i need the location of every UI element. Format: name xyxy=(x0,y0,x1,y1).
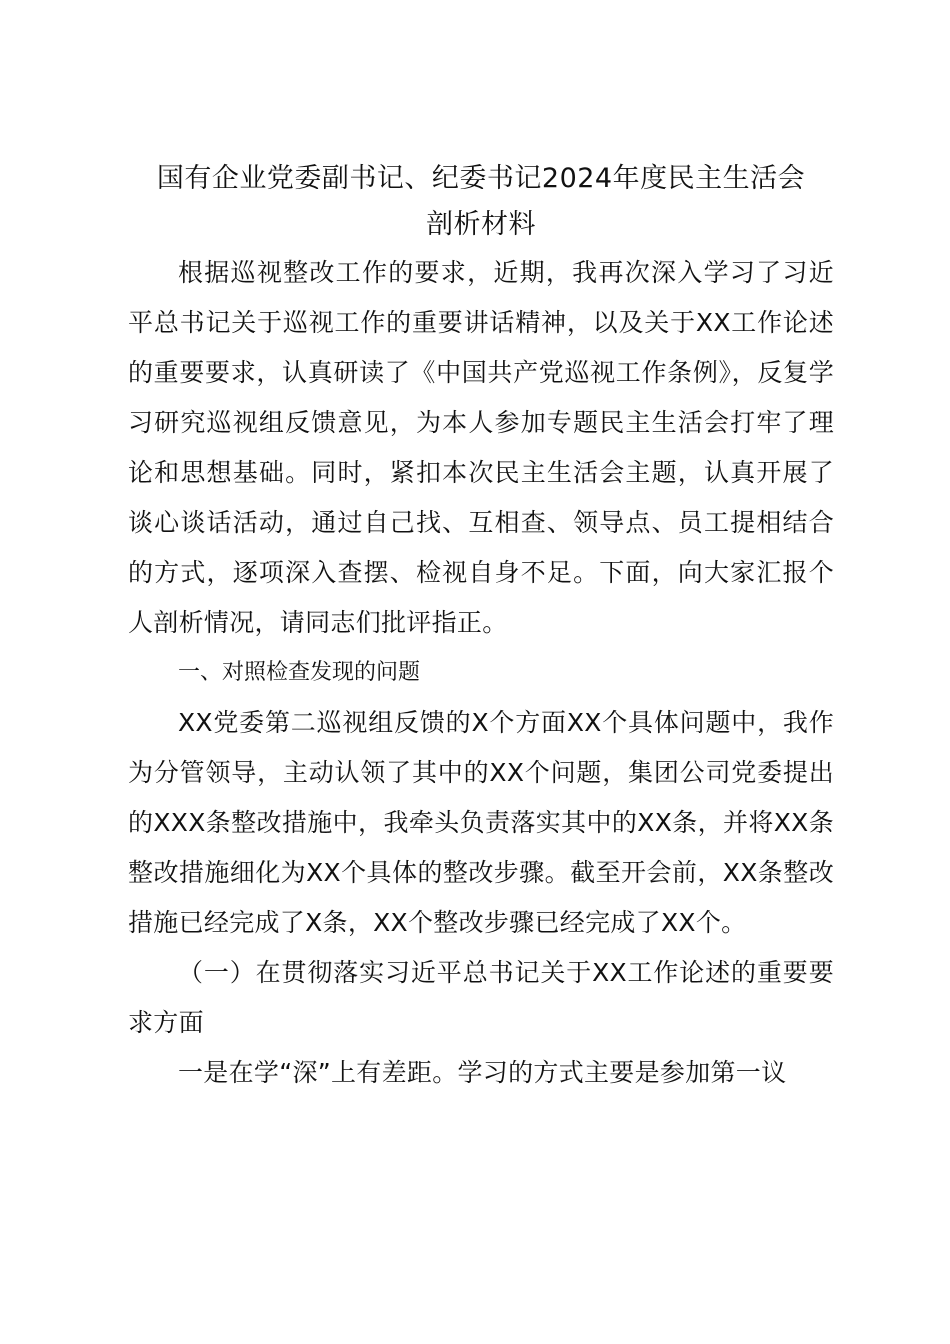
document-body xyxy=(128,156,834,1098)
document-title xyxy=(108,156,854,248)
intro-paragraph: 根据巡视整改工作的要求，近期，我再次深入学习了习近平总书记关于巡视工作的重要讲话精神，以及关于XX工作论述的重要要求，认真研读了《中国共产党巡视工作条例》，反复学习研究巡视组反馈意见，为本人参加专题民主生活会打牢了理论和思想基础。同时，紧扣本次民主生活会主题，认真开展了谈心谈话活动，通过自己找、互相查、领导点、员工提相结合的方式，逐项深入查摆、检视自身不足。下面，向大家汇报个人剖析情况，请同志们批评指正。 xyxy=(128,258,834,637)
section-heading: 一、对照检查发现的问题 xyxy=(178,660,421,685)
title-line-1: 国有企业党委副书记、纪委书记2024年度民主生活会 xyxy=(156,163,806,194)
title-line-2: 剖析材料 xyxy=(426,209,536,240)
point-one-paragraph: 一是在学“深”上有差距。学习的方式主要是参加第一议 xyxy=(178,1058,787,1087)
feedback-paragraph: XX党委第二巡视组反馈的X个方面XX个具体问题中，我作为分管领导，主动认领了其中的XX个问题，集团公司党委提出的XXX条整改措施中，我牵头负责落实其中的XX条，并将XX条整改措施细化为XX个具体的整改步骤。截至开会前，XX条整改措施已经完成了X条，XX个整改步骤已经完成了XX个。 xyxy=(128,708,834,937)
subsection-heading: （一）在贯彻落实习近平总书记关于XX工作论述的重要要求方面 xyxy=(128,958,834,1037)
